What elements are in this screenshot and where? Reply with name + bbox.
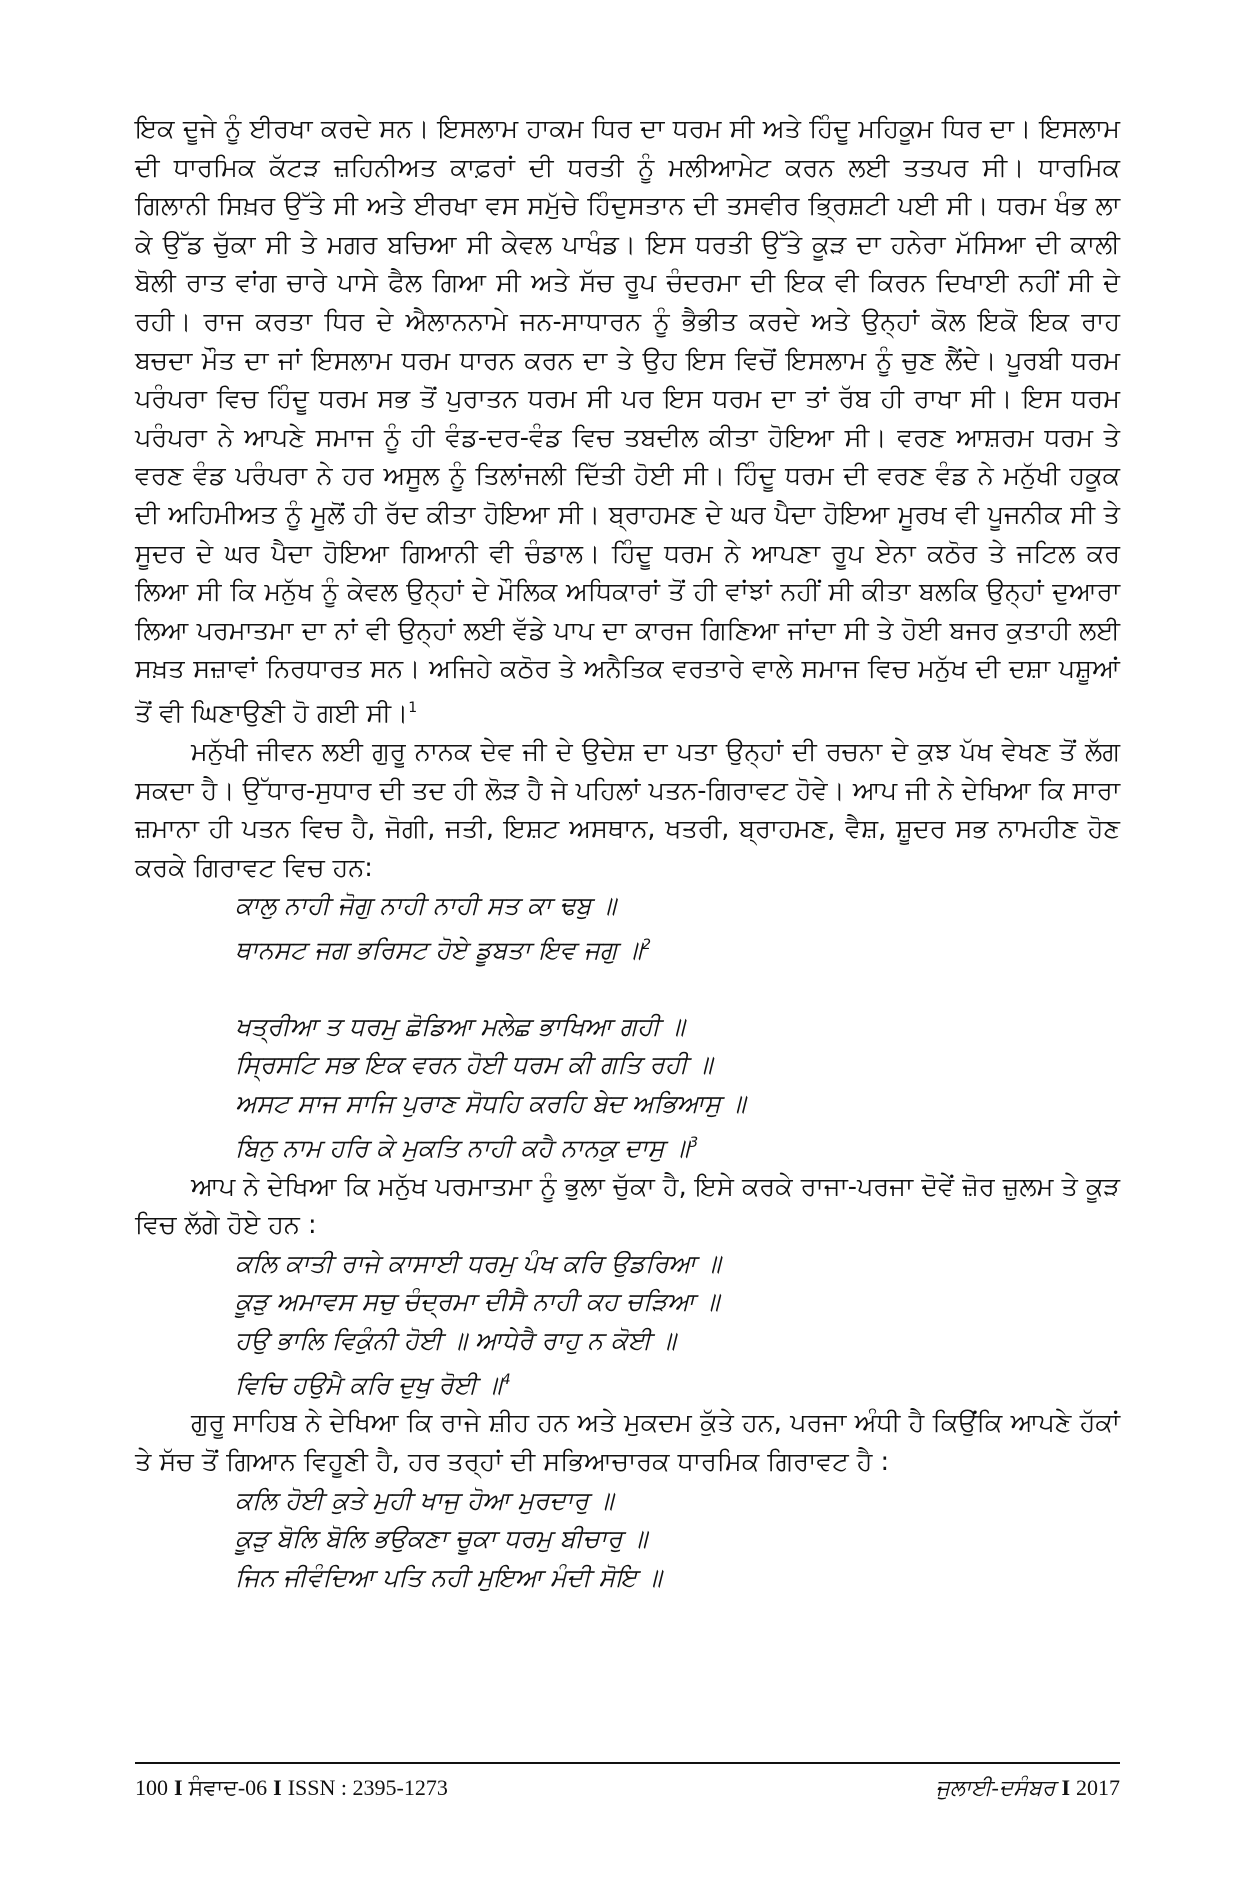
verse-line: ਕੂੜੁ ਬੋਲਿ ਬੋਲਿ ਭਉਕਣਾ ਚੂਕਾ ਧਰਮੁ ਬੀਚਾਰੁ ॥ xyxy=(235,1524,648,1554)
verse-block-4 xyxy=(135,1482,1120,1598)
paragraph-guru-nanak-purpose: ਮਨੁੱਖੀ ਜੀਵਨ ਲਈ ਗੁਰੂ ਨਾਨਕ ਦੇਵ ਜੀ ਦੇ ਉਦੇਸ਼ ਦਾ ਪਤਾ ਉਨ੍ਹਾਂ ਦੀ ਰਚਨਾ ਦੇ ਕੁਝ ਪੱਖ ਵੇਖਣ ਤੋਂ ਲੱਗ ਸਕਦਾ ਹੈ। ਉੱਧਾਰ-ਸੁਧਾਰ ਦੀ ਤਦ ਹੀ ਲੋੜ ਹੈ ਜੇ ਪਹਿਲਾਂ ਪਤਨ-ਗਿਰਾਵਟ ਹੋਵੇ। ਆਪ ਜੀ ਨੇ ਦੇਖਿਆ ਕਿ ਸਾਰਾ ਜ਼ਮਾਨਾ ਹੀ ਪਤਨ ਵਿਚ ਹੈ, ਜੋਗੀ, ਜਤੀ, ਇਸ਼ਟ ਅਸਥਾਨ, ਖਤਰੀ, ਬ੍ਰਾਹਮਣ, ਵੈਸ਼, ਸ਼ੂਦਰ ਸਭ ਨਾਮਹੀਣ ਹੋਣ ਕਰਕੇ ਗਿਰਾਵਟ ਵਿਚ ਹਨ: xyxy=(135,737,1120,883)
verse-line: ਖਤ੍ਰੀਆ ਤ ਧਰਮੁ ਛੋਡਿਆ ਮਲੇਛ ਭਾਖਿਆ ਗਹੀ ॥ xyxy=(235,1011,685,1041)
verse-line: ਜਿਨ ਜੀਵੰਦਿਆ ਪਤਿ ਨਹੀ ਮੁਇਆ ਮੰਦੀ ਸੋਇ ॥ xyxy=(235,1562,662,1592)
verse-block-1 xyxy=(135,887,1120,970)
paragraph-intro: ਇਕ ਦੂਜੇ ਨੂੰ ਈਰਖਾ ਕਰਦੇ ਸਨ। ਇਸਲਾਮ ਹਾਕਮ ਧਿਰ ਦਾ ਧਰਮ ਸੀ ਅਤੇ ਹਿੰਦੂ ਮਹਿਕੂਮ ਧਿਰ ਦਾ। ਇਸਲਾਮ ਦੀ ਧਾਰਮਿਕ ਕੱਟੜ ਜ਼ਹਿਨੀਅਤ ਕਾਫ਼ਰਾਂ ਦੀ ਧਰਤੀ ਨੂੰ ਮਲੀਆਮੇਟ ਕਰਨ ਲਈ ਤਤਪਰ ਸੀ। ਧਾਰਮਿਕ ਗਿਲਾਨੀ ਸਿਖ਼ਰ ਉੱਤੇ ਸੀ ਅਤੇ ਈਰਖਾ ਵਸ ਸਮੁੱਚੇ ਹਿੰਦੁਸਤਾਨ ਦੀ ਤਸਵੀਰ ਭ੍ਰਿਸ਼ਟੀ ਪਈ ਸੀ। ਧਰਮ ਖੰਭ ਲਾ ਕੇ ਉੱਡ ਚੁੱਕਾ ਸੀ ਤੇ ਮਗਰ ਬਚਿਆ ਸੀ ਕੇਵਲ ਪਾਖੰਡ। ਇਸ ਧਰਤੀ ਉੱਤੇ ਕੂੜ ਦਾ ਹਨੇਰਾ ਮੱਸਿਆ ਦੀ ਕਾਲੀ ਬੋਲੀ ਰਾਤ ਵਾਂਗ ਚਾਰੇ ਪਾਸੇ ਫੈਲ ਗਿਆ ਸੀ ਅਤੇ ਸੱਚ ਰੂਪ ਚੰਦਰਮਾ ਦੀ ਇਕ ਵੀ ਕਿਰਨ ਦਿਖਾਈ ਨਹੀਂ ਸੀ ਦੇ ਰਹੀ। ਰਾਜ ਕਰਤਾ ਧਿਰ ਦੇ ਐਲਾਨਨਾਮੇ ਜਨ-ਸਾਧਾਰਨ ਨੂੰ ਭੈਭੀਤ ਕਰਦੇ ਅਤੇ ਉਨ੍ਹਾਂ ਕੋਲ ਇਕੋ ਇਕ ਰਾਹ ਬਚਦਾ ਮੌਤ ਦਾ ਜਾਂ ਇਸਲਾਮ ਧਰਮ ਧਾਰਨ ਕਰਨ ਦਾ ਤੇ ਉਹ ਇਸ ਵਿਚੋਂ ਇਸਲਾਮ ਨੂੰ ਚੁਣ ਲੈਂਦੇ। ਪੂਰਬੀ ਧਰਮ ਪਰੰਪਰਾ ਵਿਚ ਹਿੰਦੂ ਧਰਮ ਸਭ ਤੋਂ ਪੁਰਾਤਨ ਧਰਮ ਸੀ ਪਰ ਇਸ ਧਰਮ ਦਾ ਤਾਂ ਰੱਬ ਹੀ ਰਾਖਾ ਸੀ। ਇਸ ਧਰਮ ਪਰੰਪਰਾ ਨੇ ਆਪਣੇ ਸਮਾਜ ਨੂੰ ਹੀ ਵੰਡ-ਦਰ-ਵੰਡ ਵਿਚ ਤਬਦੀਲ ਕੀਤਾ ਹੋਇਆ ਸੀ। ਵਰਣ ਆਸ਼ਰਮ ਧਰਮ ਤੇ ਵਰਣ ਵੰਡ ਪਰੰਪਰਾ ਨੇ ਹਰ ਅਸੂਲ ਨੂੰ ਤਿਲਾਂਜਲੀ ਦਿੱਤੀ ਹੋਈ ਸੀ। ਹਿੰਦੂ ਧਰਮ ਦੀ ਵਰਣ ਵੰਡ ਨੇ ਮਨੁੱਖੀ ਹਕੂਕ ਦੀ ਅਹਿਮੀਅਤ ਨੂੰ ਮੂਲੋਂ ਹੀ ਰੱਦ ਕੀਤਾ ਹੋਇਆ ਸੀ। ਬ੍ਰਾਹਮਣ ਦੇ ਘਰ ਪੈਦਾ ਹੋਇਆ ਮੂਰਖ ਵੀ ਪੂਜਨੀਕ ਸੀ ਤੇ ਸੂਦਰ ਦੇ ਘਰ ਪੈਦਾ ਹੋਇਆ ਗਿਆਨੀ ਵੀ ਚੰਡਾਲ। ਹਿੰਦੂ ਧਰਮ ਨੇ ਆਪਣਾ ਰੂਪ ਏਨਾ ਕਠੋਰ ਤੇ ਜਟਿਲ ਕਰ ਲਿਆ ਸੀ ਕਿ ਮਨੁੱਖ ਨੂੰ ਕੇਵਲ ਉਨ੍ਹਾਂ ਦੇ ਮੌਲਿਕ ਅਧਿਕਾਰਾਂ ਤੋਂ ਹੀ ਵਾਂਝਾਂ ਨਹੀਂ ਸੀ ਕੀਤਾ ਬਲਕਿ ਉਨ੍ਹਾਂ ਦੁਆਰਾ ਲਿਆ ਪਰਮਾਤਮਾ ਦਾ ਨਾਂ ਵੀ ਉਨ੍ਹਾਂ ਲਈ ਵੱਡੇ ਪਾਪ ਦਾ ਕਾਰਜ ਗਿਣਿਆ ਜਾਂਦਾ ਸੀ ਤੇ ਹੋਈ ਬਜਰ ਕੁਤਾਹੀ ਲਈ ਸਖ਼ਤ ਸਜ਼ਾਵਾਂ ਨਿਰਧਾਰਤ ਸਨ। ਅਜਿਹੇ ਕਠੋਰ ਤੇ ਅਨੈਤਿਕ ਵਰਤਾਰੇ ਵਾਲੇ ਸਮਾਜ ਵਿਚ ਮਨੁੱਖ ਦੀ ਦਸ਼ਾ ਪਸ਼ੂਆਂ ਤੋਂ ਵੀ ਘਿਣਾਉਣੀ ਹੋ ਗਈ ਸੀ।$^1$ xyxy=(135,114,1120,729)
verse-line: ਵਿਚਿ ਹਉਮੈ ਕਰਿ ਦੁਖੁ ਰੋਈ ॥$^4$ xyxy=(235,1369,511,1399)
paragraph-kings-tigers: ਗੁਰੂ ਸਾਹਿਬ ਨੇ ਦੇਖਿਆ ਕਿ ਰਾਜੇ ਸ਼ੀਹ ਹਨ ਅਤੇ ਮੁਕਦਮ ਕੁੱਤੇ ਹਨ, ਪਰਜਾ ਅੰਧੀ ਹੈ ਕਿਉਂਕਿ ਆਪਣੇ ਹੱਕਾਂ ਤੇ ਸੱਚ ਤੋਂ ਗਿਆਨ ਵਿਹੂਣੀ ਹੈ, ਹਰ ਤਰ੍ਹਾਂ ਦੀ ਸਭਿਆਚਾਰਕ ਧਾਰਮਿਕ ਗਿਰਾਵਟ ਹੈ : xyxy=(135,1408,1120,1478)
spacer xyxy=(135,970,1120,1008)
verse-line: ਕਲਿ ਹੋਈ ਕੁਤੇ ਮੁਹੀ ਖਾਜੁ ਹੋਆ ਮੁਰਦਾਰੁ ॥ xyxy=(235,1485,614,1515)
footer-right xyxy=(936,1768,1120,1808)
paragraph-forgot-god: ਆਪ ਨੇ ਦੇਖਿਆ ਕਿ ਮਨੁੱਖ ਪਰਮਾਤਮਾ ਨੂੰ ਭੁਲਾ ਚੁੱਕਾ ਹੈ, ਇਸੇ ਕਰਕੇ ਰਾਜਾ-ਪਰਜਾ ਦੋਵੇਂ ਜ਼ੋਰ ਜ਼ੁਲਮ ਤੇ ਕੂੜ ਵਿਚ ਲੱਗੇ ਹੋਏ ਹਨ : xyxy=(135,1171,1120,1241)
page-number: 100 xyxy=(135,1775,168,1800)
verse-block-2 xyxy=(135,1008,1120,1168)
issue-year: 2017 xyxy=(1076,1775,1120,1800)
verse-line: ਕੂੜੁ ਅਮਾਵਸ ਸਚੁ ਚੰਦ੍ਰਮਾ ਦੀਸੈ ਨਾਹੀ ਕਹ ਚੜਿਆ ॥ xyxy=(235,1287,720,1317)
verse-line: ਥਾਨਸਟ ਜਗ ਭਰਿਸਟ ਹੋਏ ਡੂਬਤਾ ਇਵ ਜਗੁ ॥$^2$ xyxy=(235,935,652,965)
footnote-ref-4: 4 xyxy=(501,1371,511,1388)
footnote-ref-2: 2 xyxy=(642,936,652,953)
verse-line: ਬਿਨੁ ਨਾਮ ਹਰਿ ਕੇ ਮੁਕਤਿ ਨਾਹੀ ਕਹੈ ਨਾਨਕੁ ਦਾਸੁ ॥$^3$ xyxy=(235,1133,699,1162)
footer-separator: I xyxy=(273,1775,282,1800)
verse-line: ਕਲਿ ਕਾਤੀ ਰਾਜੇ ਕਾਸਾਈ ਧਰਮੁ ਪੰਖ ਕਰਿ ਉਡਰਿਆ ॥ xyxy=(235,1248,721,1278)
issn: ISSN : 2395-1273 xyxy=(287,1775,448,1800)
footer-left xyxy=(135,1768,448,1808)
verse-block-3 xyxy=(135,1245,1120,1405)
page-footer xyxy=(135,1768,1120,1808)
journal-name: ਸੰਵਾਦ-06 xyxy=(188,1775,268,1800)
verse-line: ਹਉ ਭਾਲਿ ਵਿਕੁੰਨੀ ਹੋਈ ॥ ਆਧੇਰੈ ਰਾਹੁ ਨ ਕੋਈ ॥ xyxy=(235,1325,676,1355)
issue-period: ਜੁਲਾਈ-ਦਸੰਬਰ xyxy=(935,1775,1056,1800)
footer-separator: I xyxy=(174,1775,183,1800)
footnote-ref-3: 3 xyxy=(689,1134,699,1151)
verse-line: ਅਸਟ ਸਾਜ ਸਾਜਿ ਪੁਰਾਣ ਸੋਧਹਿ ਕਰਹਿ ਬੇਦ ਅਭਿਆਸੁ ॥ xyxy=(235,1089,746,1119)
page-body xyxy=(135,110,1120,1597)
footer-rule xyxy=(135,1762,1120,1764)
verse-line: ਸ੍ਰਿਸਟਿ ਸਭ ਇਕ ਵਰਨ ਹੋਈ ਧਰਮ ਕੀ ਗਤਿ ਰਹੀ ॥ xyxy=(235,1050,713,1080)
verse-line: ਕਾਲੁ ਨਾਹੀ ਜੋਗੁ ਨਾਹੀ ਨਾਹੀ ਸਤ ਕਾ ਢਬੁ ॥ xyxy=(235,891,616,921)
footer-separator: I xyxy=(1061,1775,1070,1800)
footnote-ref-1: 1 xyxy=(408,699,418,716)
